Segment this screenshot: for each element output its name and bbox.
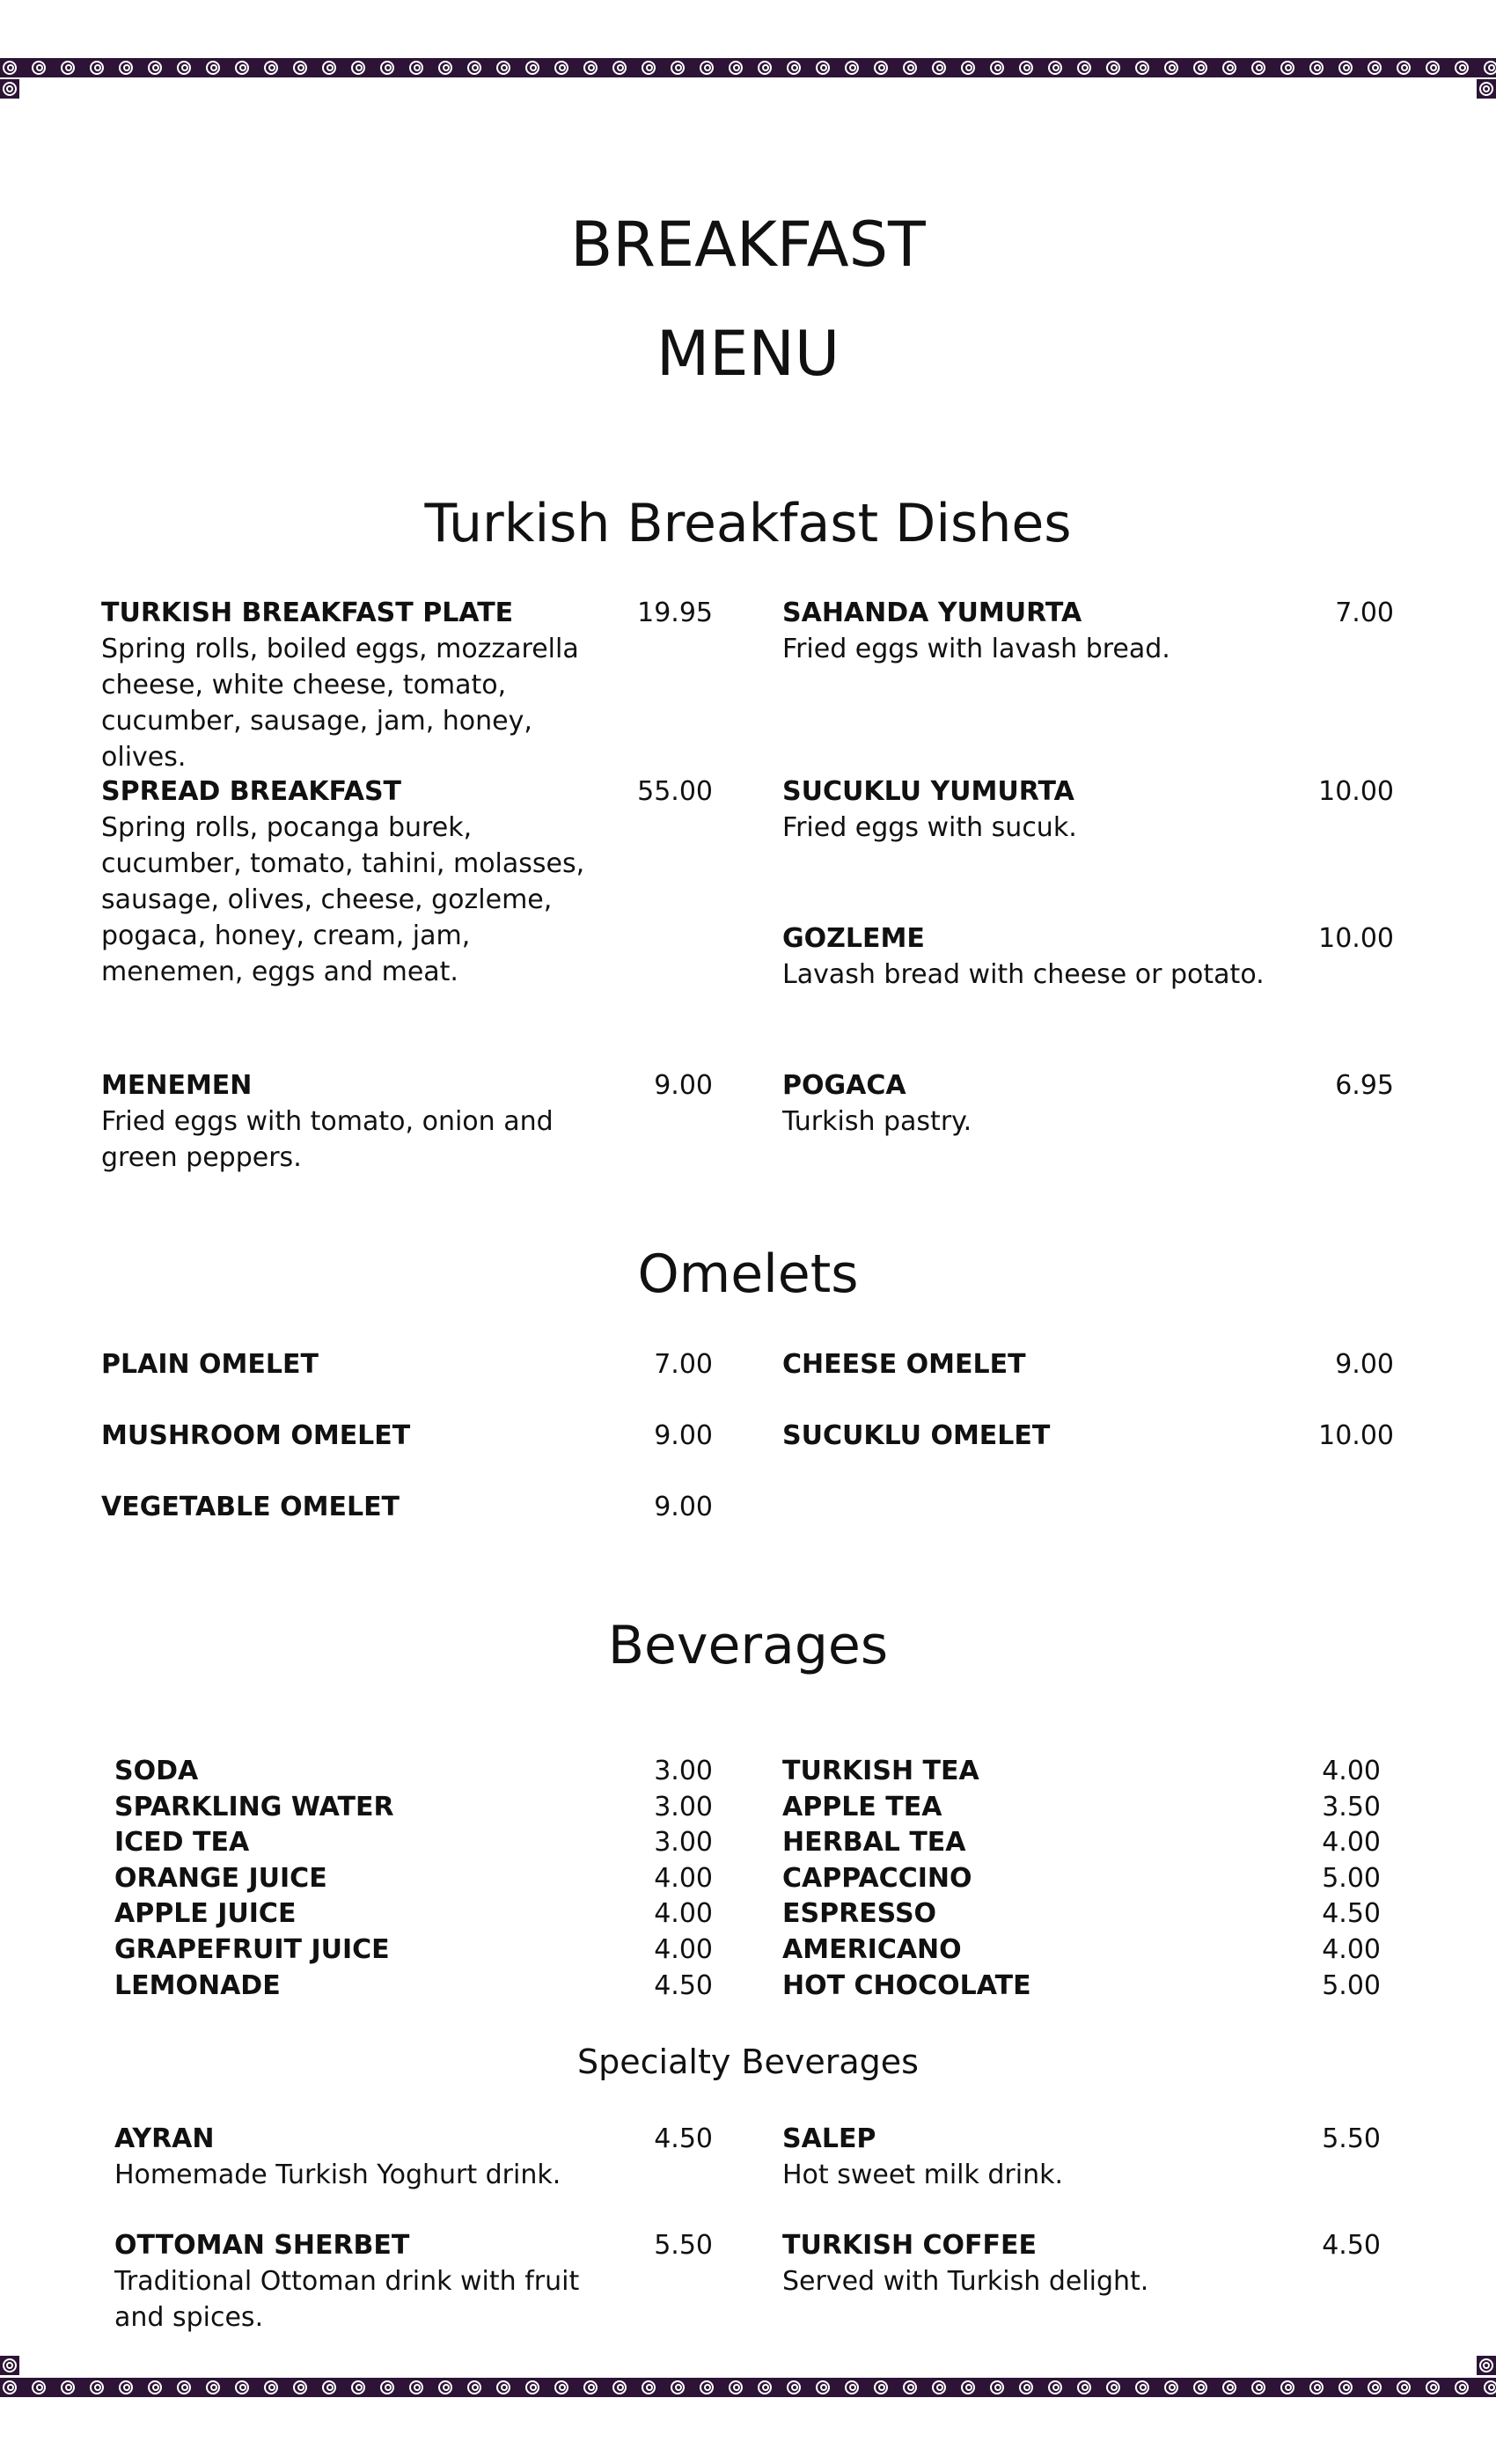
menu-item xyxy=(782,2227,1381,2299)
menu-item xyxy=(101,1418,713,1454)
item-price: 9.00 xyxy=(654,1070,713,1101)
spiral-icon xyxy=(1136,62,1148,74)
list-item xyxy=(114,1825,713,1861)
spiral-icon xyxy=(846,62,858,74)
list-item xyxy=(782,1790,1381,1826)
item-price: 4.50 xyxy=(1322,2230,1381,2261)
spiral-icon xyxy=(33,62,45,74)
item-name: SUCUKLU YUMURTA xyxy=(782,776,1074,807)
spiral-icon xyxy=(468,62,480,74)
section-heading-beverages: Beverages xyxy=(607,1615,889,1676)
item-name: LEMONADE xyxy=(114,1969,281,2001)
spiral-icon xyxy=(265,62,277,74)
item-name: ICED TEA xyxy=(114,1827,250,1859)
menu-item xyxy=(782,1067,1394,1140)
spiral-icon xyxy=(584,62,597,74)
item-price: 3.00 xyxy=(654,1791,713,1822)
item-description: Traditional Ottoman drink with fruit and spices. xyxy=(114,2266,580,2333)
spiral-icon xyxy=(120,2381,132,2394)
spiral-icon xyxy=(526,2381,539,2394)
list-item xyxy=(782,1896,1381,1932)
item-description: Spring rolls, pocanga burek, cucumber, tomato, tahini, molasses, sausage, olives, cheese, gozleme, pogaca, honey, cream, jam, menemen, eggs and meat. xyxy=(101,812,585,987)
menu-item xyxy=(101,595,713,775)
item-name: SAHANDA YUMURTA xyxy=(782,598,1082,628)
item-description: Turkish pastry. xyxy=(782,1106,972,1137)
spiral-icon xyxy=(1456,2381,1468,2394)
spiral-icon xyxy=(323,62,335,74)
spiral-icon xyxy=(555,62,568,74)
item-price: 10.00 xyxy=(1318,1420,1394,1451)
item-name: SUCUKLU OMELET xyxy=(782,1420,1051,1451)
item-price: 19.95 xyxy=(637,598,713,628)
beverage-list-right xyxy=(782,1754,1381,2004)
spiral-icon xyxy=(1368,62,1381,74)
spiral-icon xyxy=(1426,62,1439,74)
spiral-icon xyxy=(323,2381,335,2394)
spiral-icon xyxy=(294,2381,306,2394)
spiral-icon xyxy=(1252,62,1265,74)
spiral-icon xyxy=(555,2381,568,2394)
item-price: 3.50 xyxy=(1322,1791,1381,1822)
spiral-icon xyxy=(1020,2381,1032,2394)
spiral-icon xyxy=(1165,2381,1177,2394)
item-name: CAPPACCINO xyxy=(782,1862,972,1894)
spiral-icon xyxy=(700,62,713,74)
spiral-icon xyxy=(642,62,655,74)
spiral-icon xyxy=(817,62,829,74)
item-price: 4.50 xyxy=(654,2123,713,2154)
spiral-icon xyxy=(1281,62,1294,74)
spiral-icon xyxy=(1078,62,1090,74)
spiral-icon xyxy=(1223,62,1236,74)
item-name: GOZLEME xyxy=(782,923,925,954)
spiral-icon xyxy=(1339,62,1352,74)
spiral-icon xyxy=(0,2356,19,2375)
item-name: AMERICANO xyxy=(782,1933,962,1965)
menu-item xyxy=(114,2121,713,2193)
item-name: TURKISH COFFEE xyxy=(782,2230,1037,2261)
item-description: Hot sweet milk drink. xyxy=(782,2160,1064,2190)
item-name: CHEESE OMELET xyxy=(782,1349,1026,1380)
list-item xyxy=(782,1932,1381,1969)
spiral-icon xyxy=(352,2381,364,2394)
spiral-icon xyxy=(991,2381,1003,2394)
spiral-icon xyxy=(410,2381,422,2394)
spiral-icon xyxy=(759,62,771,74)
list-item xyxy=(782,1754,1381,1790)
menu-item xyxy=(101,774,713,990)
spiral-icon xyxy=(730,62,742,74)
spiral-icon xyxy=(846,2381,858,2394)
spiral-icon xyxy=(149,62,161,74)
item-description: Lavash bread with cheese or potato. xyxy=(782,959,1265,990)
list-item xyxy=(782,1825,1381,1861)
item-description: Served with Turkish delight. xyxy=(782,2266,1149,2297)
item-price: 9.00 xyxy=(1335,1349,1394,1380)
item-price: 3.00 xyxy=(654,1827,713,1859)
spiral-icon xyxy=(120,62,132,74)
spiral-pattern xyxy=(0,58,1496,77)
spiral-icon xyxy=(497,2381,510,2394)
spiral-icon xyxy=(1310,62,1323,74)
spiral-icon xyxy=(933,2381,945,2394)
list-item xyxy=(114,1754,713,1790)
item-price: 7.00 xyxy=(654,1349,713,1380)
spiral-icon xyxy=(1194,2381,1206,2394)
menu-item xyxy=(101,1346,713,1382)
menu-item xyxy=(782,1346,1394,1382)
menu-item xyxy=(101,1489,713,1525)
list-item xyxy=(114,1896,713,1932)
item-name: OTTOMAN SHERBET xyxy=(114,2230,410,2261)
spiral-icon xyxy=(642,2381,655,2394)
spiral-icon xyxy=(671,62,684,74)
item-description: Fried eggs with tomato, onion and green peppers. xyxy=(101,1106,554,1173)
spiral-icon xyxy=(1426,2381,1439,2394)
spiral-icon xyxy=(671,2381,684,2394)
item-price: 4.00 xyxy=(1322,1827,1381,1859)
item-price: 4.00 xyxy=(1322,1756,1381,1786)
spiral-icon xyxy=(584,2381,597,2394)
item-price: 4.00 xyxy=(654,1898,713,1930)
item-price: 5.50 xyxy=(1322,2123,1381,2154)
item-price: 5.00 xyxy=(1322,1862,1381,1894)
spiral-icon xyxy=(759,2381,771,2394)
spiral-icon xyxy=(1397,2381,1410,2394)
spiral-icon xyxy=(62,62,74,74)
item-name: APPLE JUICE xyxy=(114,1898,297,1930)
spiral-icon xyxy=(1252,2381,1265,2394)
spiral-icon xyxy=(62,2381,74,2394)
item-price: 9.00 xyxy=(654,1492,713,1522)
list-item xyxy=(782,1861,1381,1897)
spiral-icon xyxy=(730,2381,742,2394)
spiral-icon xyxy=(613,2381,626,2394)
item-description: Spring rolls, boiled eggs, mozzarella cheese, white cheese, tomato, cucumber, sausage, jam, honey, olives. xyxy=(101,634,579,773)
list-item xyxy=(782,1969,1381,2005)
spiral-icon xyxy=(1049,2381,1061,2394)
spiral-icon xyxy=(962,62,974,74)
item-name: ORANGE JUICE xyxy=(114,1862,327,1894)
spiral-icon xyxy=(33,2381,45,2394)
item-description: Homemade Turkish Yoghurt drink. xyxy=(114,2160,561,2190)
spiral-icon xyxy=(410,62,422,74)
item-price: 10.00 xyxy=(1318,923,1394,954)
list-item xyxy=(114,1932,713,1969)
spiral-icon xyxy=(1477,2356,1496,2375)
corner-top-right xyxy=(1477,79,1496,99)
spiral-icon xyxy=(381,2381,393,2394)
item-price: 4.50 xyxy=(654,1969,713,2001)
spiral-icon xyxy=(1194,62,1206,74)
spiral-icon xyxy=(381,62,393,74)
spiral-icon xyxy=(1339,2381,1352,2394)
item-name: POGACA xyxy=(782,1070,906,1101)
item-price: 7.00 xyxy=(1335,598,1394,628)
item-name: SODA xyxy=(114,1756,199,1786)
item-name: SPREAD BREAKFAST xyxy=(101,776,402,807)
spiral-icon xyxy=(4,62,16,74)
section-heading-turkish: Turkish Breakfast Dishes xyxy=(424,493,1072,554)
spiral-icon xyxy=(817,2381,829,2394)
item-name: SALEP xyxy=(782,2123,876,2154)
spiral-icon xyxy=(1020,62,1032,74)
item-name: HERBAL TEA xyxy=(782,1827,966,1859)
menu-title-line1: BREAKFAST xyxy=(570,209,926,281)
item-price: 4.00 xyxy=(654,1862,713,1894)
spiral-icon xyxy=(294,62,306,74)
menu-item xyxy=(782,774,1394,846)
menu-item xyxy=(101,1067,713,1176)
menu-item xyxy=(782,2121,1381,2193)
spiral-pattern xyxy=(0,2378,1496,2397)
list-item xyxy=(114,1969,713,2005)
spiral-icon xyxy=(613,62,626,74)
spiral-icon xyxy=(904,2381,916,2394)
item-price: 5.00 xyxy=(1322,1969,1381,2001)
top-border xyxy=(0,58,1496,77)
item-name: AYRAN xyxy=(114,2123,215,2154)
corner-top-left xyxy=(0,79,19,99)
item-price: 5.50 xyxy=(654,2230,713,2261)
item-name: HOT CHOCOLATE xyxy=(782,1969,1031,2001)
spiral-icon xyxy=(904,62,916,74)
list-item xyxy=(114,1861,713,1897)
item-name: GRAPEFRUIT JUICE xyxy=(114,1933,390,1965)
item-name: TURKISH TEA xyxy=(782,1756,979,1786)
spiral-icon xyxy=(526,62,539,74)
item-description: Fried eggs with sucuk. xyxy=(782,812,1077,843)
spiral-icon xyxy=(91,2381,103,2394)
spiral-icon xyxy=(1485,2381,1496,2394)
spiral-icon xyxy=(1477,79,1496,99)
list-item xyxy=(114,1790,713,1826)
spiral-icon xyxy=(1165,62,1177,74)
item-name: MUSHROOM OMELET xyxy=(101,1420,411,1451)
spiral-icon xyxy=(178,2381,190,2394)
spiral-icon xyxy=(207,62,219,74)
spiral-icon xyxy=(1107,2381,1119,2394)
spiral-icon xyxy=(875,2381,887,2394)
spiral-icon xyxy=(1368,2381,1381,2394)
spiral-icon xyxy=(4,2381,16,2394)
menu-title-line2: MENU xyxy=(656,318,840,390)
spiral-icon xyxy=(439,62,451,74)
spiral-icon xyxy=(962,2381,974,2394)
spiral-icon xyxy=(933,62,945,74)
spiral-icon xyxy=(352,62,364,74)
spiral-icon xyxy=(236,62,248,74)
spiral-icon xyxy=(1078,2381,1090,2394)
item-description: Fried eggs with lavash bread. xyxy=(782,634,1170,664)
spiral-icon xyxy=(875,62,887,74)
item-name: TURKISH BREAKFAST PLATE xyxy=(101,598,514,628)
spiral-icon xyxy=(1136,2381,1148,2394)
item-name: MENEMEN xyxy=(101,1070,253,1101)
menu-item xyxy=(782,920,1394,993)
spiral-icon xyxy=(1281,2381,1294,2394)
spiral-icon xyxy=(149,2381,161,2394)
spiral-icon xyxy=(700,2381,713,2394)
spiral-icon xyxy=(1485,62,1496,74)
item-name: PLAIN OMELET xyxy=(101,1349,319,1380)
menu-item xyxy=(782,1418,1394,1454)
spiral-icon xyxy=(439,2381,451,2394)
item-price: 3.00 xyxy=(654,1756,713,1786)
item-name: APPLE TEA xyxy=(782,1791,942,1822)
spiral-icon xyxy=(0,79,19,99)
spiral-icon xyxy=(236,2381,248,2394)
spiral-icon xyxy=(468,2381,480,2394)
item-name: ESPRESSO xyxy=(782,1898,937,1930)
bottom-border xyxy=(0,2378,1496,2397)
spiral-icon xyxy=(497,62,510,74)
item-name: VEGETABLE OMELET xyxy=(101,1492,400,1522)
spiral-icon xyxy=(178,62,190,74)
item-price: 10.00 xyxy=(1318,776,1394,807)
item-price: 4.50 xyxy=(1322,1898,1381,1930)
spiral-icon xyxy=(1049,62,1061,74)
spiral-icon xyxy=(1107,62,1119,74)
item-name: SPARKLING WATER xyxy=(114,1791,394,1822)
spiral-icon xyxy=(91,62,103,74)
spiral-icon xyxy=(1223,2381,1236,2394)
spiral-icon xyxy=(788,2381,800,2394)
spiral-icon xyxy=(1310,2381,1323,2394)
spiral-icon xyxy=(1456,62,1468,74)
spiral-icon xyxy=(265,2381,277,2394)
item-price: 4.00 xyxy=(654,1933,713,1965)
section-heading-specialty: Specialty Beverages xyxy=(577,2042,919,2081)
item-price: 4.00 xyxy=(1322,1933,1381,1965)
item-price: 6.95 xyxy=(1335,1070,1394,1101)
menu-item xyxy=(114,2227,713,2336)
spiral-icon xyxy=(788,62,800,74)
section-heading-omelets: Omelets xyxy=(637,1243,859,1305)
spiral-icon xyxy=(207,2381,219,2394)
item-price: 55.00 xyxy=(637,776,713,807)
corner-bottom-right xyxy=(1477,2356,1496,2375)
item-price: 9.00 xyxy=(654,1420,713,1451)
menu-item xyxy=(782,595,1394,667)
spiral-icon xyxy=(1397,62,1410,74)
corner-bottom-left xyxy=(0,2356,19,2375)
beverage-list-left xyxy=(114,1754,713,2004)
spiral-icon xyxy=(991,62,1003,74)
